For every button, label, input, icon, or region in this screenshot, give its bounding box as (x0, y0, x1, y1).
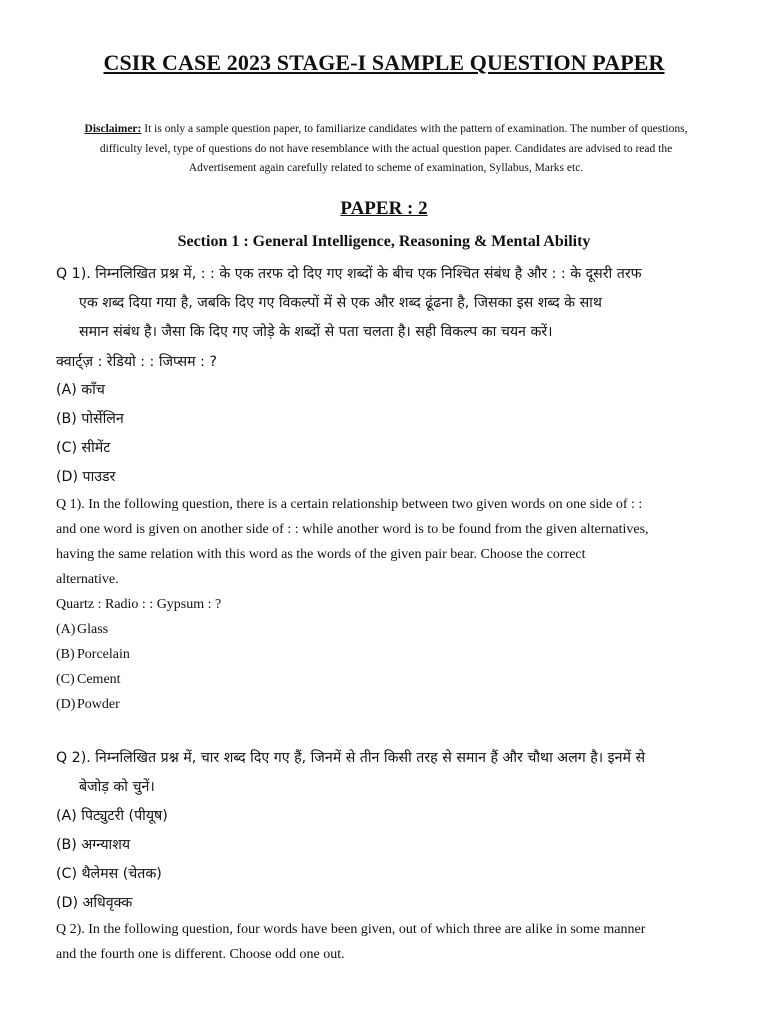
document-title: CSIR CASE 2023 STAGE-I SAMPLE QUESTION PAPER (103, 50, 665, 75)
option-text: Powder (77, 697, 120, 712)
q1-english-line-3: having the same relation with this word as the words of the given pair bear. Choose the correct (56, 547, 586, 562)
q2-english-line-2: and the fourth one is different. Choose odd one out. (56, 947, 345, 962)
q1-english-pair: Quartz : Radio : : Gypsum : ? (56, 597, 222, 612)
q1-hindi-option-b: (B) पोर्सेलिन (56, 411, 124, 427)
q1-hindi-line-2: एक शब्द दिया गया है, जबकि दिए गए विकल्पों में से एक और शब्द ढूंढना है, जिसका इस शब्द के साथ (79, 295, 602, 311)
q1-hindi-pair: क्वार्ट्ज़ : रेडियो : : जिप्सम : ? (56, 354, 217, 370)
q1-hindi-option-d: (D) पाउडर (56, 469, 116, 485)
q1-english-option-a (56, 622, 108, 638)
section-heading: Section 1 : General Intelligence, Reasoning & Mental Ability (177, 233, 591, 250)
q1-hindi-option-a: (A) काँच (56, 382, 105, 398)
option-text: Cement (77, 672, 121, 687)
q1-hindi-line-3: समान संबंध है। जैसा कि दिए गए जोड़े के शब्दों से पता चलता है। सही विकल्प का चयन करें। (79, 324, 553, 340)
option-key: (A) (56, 622, 76, 637)
q1-english-line-2: and one word is given on another side of : : while another word is to be found from the given alternatives, (56, 522, 649, 537)
q2-hindi-line-2: बेजोड़ को चुनें। (79, 779, 155, 795)
option-key: (B) (56, 647, 75, 662)
q1-english-option-b (56, 647, 130, 663)
disclaimer-label: Disclaimer: (84, 123, 142, 135)
q2-hindi-option-d: (D) अधिवृक्क (56, 895, 133, 911)
option-text: Glass (77, 622, 109, 637)
paper-heading: PAPER : 2 (340, 198, 428, 219)
disclaimer-text: It is only a sample question paper, to familiarize candidates with the pattern of examination. The number of questions, difficulty level, type of questions do not have resemblance with the actual question paper. Candidates are advised to read the Advertisement again carefully related to scheme of examination, Syllabus, Marks etc. (99, 123, 688, 174)
q2-hindi-option-c: (C) थैलेमस (चेतक) (56, 866, 162, 882)
option-key: (C) (56, 672, 75, 687)
q2-hindi-option-a: (A) पिट्युटरी (पीयूष) (56, 808, 168, 824)
q1-hindi-option-c: (C) सीमेंट (56, 440, 111, 456)
q2-hindi-line-1: Q 2). निम्नलिखित प्रश्न में, चार शब्द दिए गए हैं, जिनमें से तीन किसी तरह से समान हैं और चौथा अलग है। इनमें से (56, 750, 646, 766)
q2-hindi-option-b: (B) अग्न्याशय (56, 837, 131, 853)
q2-english-line-1: Q 2). In the following question, four words have been given, out of which three are alike in some manner (56, 922, 646, 937)
q1-english-option-c (56, 672, 121, 688)
option-key: (D) (56, 697, 76, 712)
disclaimer (66, 120, 706, 179)
option-text: Porcelain (77, 647, 130, 662)
q1-english-option-d (56, 697, 120, 713)
q1-hindi-line-1: Q 1). निम्नलिखित प्रश्न में, : : के एक तरफ दो दिए गए शब्दों के बीच एक निश्चित संबंध है और : : के दूसरी तरफ (56, 266, 642, 282)
q1-english-line-1: Q 1). In the following question, there is a certain relationship between two given words on one side of : : (56, 497, 643, 512)
q1-english-line-4: alternative. (56, 572, 119, 587)
